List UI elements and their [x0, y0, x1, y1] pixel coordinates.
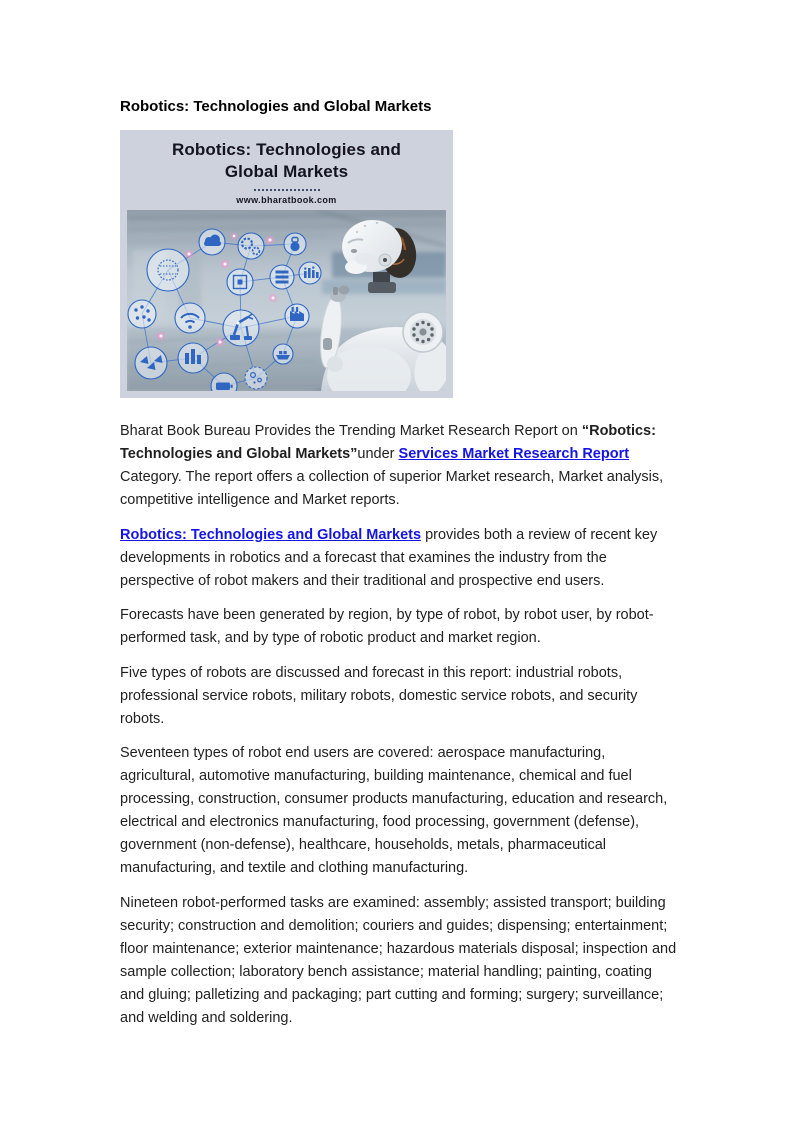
promo-title: Robotics: Technologies and Global Markets	[172, 140, 401, 181]
text-run: Nineteen robot-performed tasks are examined: assembly; assisted transport; building security; construction and demolition; couriers and guides; dispensing; entertainment; floor maintenance; exterior maintenance; hazardous materials disposal; inspection and sample collection; laboratory bench assistance; material handling; painting, coating and gluing; palletizing and packaging; part cutting and forming; surgery; surveillance; and welding and soldering.	[120, 894, 677, 1026]
paragraph-intro	[120, 420, 678, 512]
page-title: Robotics: Technologies and Global Markets	[120, 98, 432, 115]
services-market-research-report-link[interactable]: Services Market Research Report	[398, 446, 630, 462]
paragraph-overview	[120, 524, 678, 593]
paragraph-robot-types	[120, 662, 678, 731]
report-cover-image	[120, 130, 453, 398]
text-run: Category. The report offers a collection of superior Market research, Market analysis, competitive intelligence and Market reports.	[120, 469, 664, 508]
paragraph-tasks	[120, 892, 678, 1030]
server-icon	[276, 271, 289, 284]
promo-website: www.bharatbook.com	[236, 195, 337, 205]
text-run: Seventeen types of robot end users are covered: aerospace manufacturing, agricultural, automotive manufacturing, building maintenance, chemical and fuel processing, construction, consumer products manufacturing, education and research, electrical and electronics manufacturing, food processing, government (defense), government (non-defense), healthcare, households, metals, pharmaceutical manufacturing, and textile and clothing manufacturing.	[120, 745, 668, 876]
text-run: Bharat Book Bureau Provides the Trending Market Research Report on	[120, 423, 582, 439]
paragraph-forecasts	[120, 604, 678, 650]
text-run: Five types of robots are discussed and forecast in this report: industrial robots, professional service robots, military robots, domestic service robots, and security robots.	[120, 664, 638, 727]
paragraph-end-users	[120, 742, 678, 880]
robot-network-photo	[127, 210, 446, 391]
dotted-divider	[254, 189, 320, 191]
robotics-report-link[interactable]: Robotics: Technologies and Global Markets	[120, 526, 422, 543]
document-body	[120, 420, 678, 1030]
text-run: under	[357, 446, 399, 462]
text-run: provides both a review of recent key developments in robotics and a forecast that examines the industry from the perspective of robot makers and their traditional and prospective end users.	[120, 526, 658, 589]
report-name-bold: “Robotics: Technologies and Global Markets”	[120, 423, 656, 462]
robot-shoulder-joint	[403, 312, 443, 352]
text-run: Forecasts have been generated by region, by type of robot, by robot user, by robot-performed task, and by type of robotic product and market region.	[120, 607, 654, 646]
